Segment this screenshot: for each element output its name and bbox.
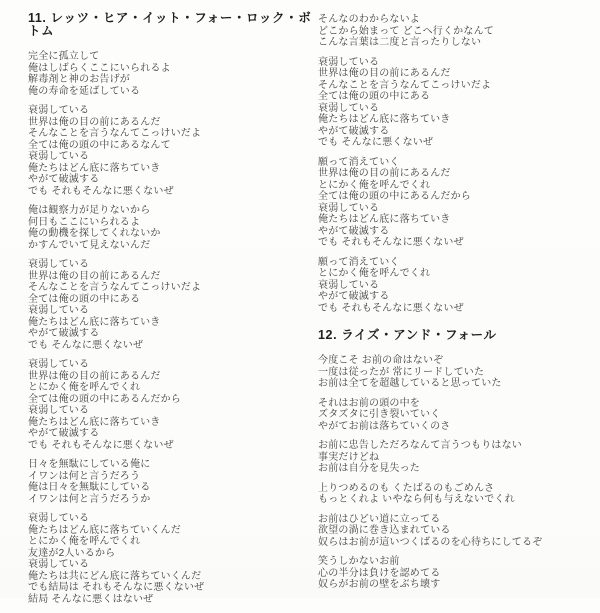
- lyric-line: 全ては俺の頭の中にあるんだから: [318, 191, 471, 202]
- lyric-line: かすんでいて見えないんだ: [28, 239, 151, 251]
- lyric-line: 俺はしばらくここにいられるよ: [28, 62, 171, 74]
- lyric-line: そんなことを言うなんてこっけいだよ: [28, 128, 202, 139]
- lyric-line: 俺は観察力が足りないから: [28, 205, 151, 216]
- lyric-line: お前は自分を見失った: [318, 463, 420, 474]
- song-11-title: 11. レッツ・ヒア・イット・フォー・ロック・ボトム: [28, 11, 312, 38]
- lyric-line: 俺たちはどん底に落ちていき: [28, 416, 161, 428]
- stanza: [28, 513, 314, 605]
- lyric-line: でも結局は それもそんなに悪くないぜ: [28, 582, 205, 593]
- song-12-title: 12. ライズ・アンド・フォール: [318, 328, 497, 342]
- stanza: [318, 14, 594, 49]
- lyric-line: 願って消えていく: [318, 256, 400, 268]
- lyric-line: 全ては俺の頭の中にある: [28, 293, 141, 305]
- lyric-line: 衰弱している: [318, 202, 380, 214]
- lyric-line: 日々を無駄にしている俺に: [28, 459, 151, 470]
- lyric-line: 俺たちは共にどん底に落ちていくんだ: [28, 570, 202, 582]
- lyric-line: 解毒剤と神のお告げが: [28, 74, 130, 85]
- lyric-line: 欲望の渦に巻き込まれている: [318, 525, 451, 536]
- lyric-line: 衰弱している: [28, 559, 90, 570]
- lyric-line: 衰弱している: [318, 56, 380, 68]
- lyric-line: 俺たちはどん底に落ちていき: [28, 316, 161, 328]
- lyric-line: とにかく俺を呼んでくれ: [28, 382, 141, 393]
- lyric-line: 衰弱している: [28, 305, 90, 316]
- lyric-line: でも そんなに悪くないぜ: [318, 137, 434, 148]
- lyric-line: でも それもそんなに悪くないぜ: [28, 185, 174, 197]
- lyric-line: 衰弱している: [28, 105, 90, 116]
- left-column: [28, 12, 314, 613]
- lyric-line: イワンは何と言うだろうか: [28, 493, 151, 505]
- lyric-line: 世界は俺の目の前にあるんだ: [318, 168, 451, 179]
- lyric-line: ズタズタに引き裂いていく: [318, 409, 441, 420]
- lyric-line: とにかく俺を呼んでくれ: [318, 179, 431, 191]
- song-12-lyrics: [318, 355, 594, 591]
- lyric-line: 世界は俺の目の前にあるんだ: [318, 68, 451, 79]
- stanza: [28, 51, 314, 97]
- lyric-line: 友達が2人いるから: [28, 547, 116, 559]
- lyric-line: 今度こそ お前の命はないぞ: [318, 355, 444, 366]
- stanza: [318, 398, 594, 433]
- lyric-line: それはお前の頭の中を: [318, 397, 420, 409]
- lyric-line: 完全に孤立して: [28, 51, 100, 62]
- lyric-line: でも それもそんなに悪くないぜ: [318, 302, 464, 314]
- lyric-line: 奴らはお前が這いつくばるのを心待ちにしてるぞ: [318, 536, 543, 548]
- lyric-line: お前に忠告しただろなんて言うつもりはない: [318, 440, 522, 451]
- lyric-line: 衰弱している: [318, 102, 380, 114]
- lyric-line: でも それもそんなに悪くないぜ: [318, 237, 464, 248]
- lyric-line: そんなことを言うなんてこっけいだよ: [28, 282, 202, 293]
- lyric-line: お前はひどい道に立ってる: [318, 513, 441, 525]
- stanza: [28, 259, 314, 351]
- lyric-line: 全ては俺の頭の中にあるなんて: [28, 139, 171, 151]
- lyric-line: やがて破滅する: [28, 328, 100, 339]
- lyric-line: 俺の動機を探してくれないか: [28, 228, 161, 239]
- stanza: [28, 205, 314, 251]
- lyric-line: やがて破滅する: [318, 225, 390, 237]
- right-column: [318, 14, 594, 599]
- lyric-line: イワンは何と言うだろう: [28, 470, 141, 482]
- lyric-line: やがて破滅する: [318, 291, 390, 302]
- lyric-line: とにかく俺を呼んでくれ: [28, 536, 141, 547]
- stanza: [318, 157, 594, 249]
- song-11-lyrics-right: [318, 14, 594, 314]
- stanza: [318, 556, 594, 591]
- lyric-line: 衰弱している: [28, 259, 90, 270]
- lyric-line: 衰弱している: [28, 513, 90, 524]
- lyric-line: 全ては俺の頭の中にある: [318, 91, 431, 102]
- stanza: [318, 440, 594, 475]
- lyric-line: 俺の寿命を延ばしている: [28, 85, 141, 97]
- lyric-line: 全ては俺の頭の中にあるんだから: [28, 393, 181, 405]
- lyric-line: 上りつめるのも くたばるのもごめんさ: [318, 482, 495, 494]
- lyric-line: やがて破滅する: [318, 125, 390, 137]
- lyric-line: 心の半分は負けを認めてる: [318, 567, 441, 579]
- lyric-line: どこから始まって どこへ行くかなんて: [318, 25, 494, 37]
- stanza: [318, 514, 594, 549]
- lyric-line: そんなのわからないよ: [318, 14, 420, 25]
- lyric-line: やがて破滅する: [28, 428, 100, 439]
- lyric-line: 世界は俺の目の前にあるんだ: [28, 270, 161, 282]
- lyric-line: 俺たちはどん底に落ちていくんだ: [28, 524, 181, 536]
- stanza: [28, 459, 314, 505]
- lyric-line: やがて破滅する: [28, 174, 100, 185]
- lyric-line: 衰弱している: [28, 151, 90, 162]
- lyric-line: 俺たちはどん底に落ちていき: [28, 162, 161, 174]
- lyric-line: 俺は日々を無駄にしている: [28, 482, 151, 493]
- lyric-line: そんなことを言うなんてこっけいだよ: [318, 79, 492, 91]
- stanza: [318, 483, 594, 506]
- lyric-line: とにかく俺を呼んでくれ: [318, 268, 431, 279]
- lyric-line: でも それもそんなに悪くないぜ: [28, 439, 174, 451]
- lyric-line: 結局 そんなに悪くはないぜ: [28, 593, 154, 605]
- lyric-line: 衰弱している: [28, 405, 90, 416]
- lyric-line: 事実だけどね: [318, 451, 380, 463]
- stanza: [28, 105, 314, 197]
- stanza: [318, 57, 594, 149]
- lyric-line: 衰弱している: [28, 359, 90, 370]
- lyric-line: 一度は従ったが 常にリードしていた: [318, 366, 485, 378]
- stanza: [318, 257, 594, 315]
- lyric-line: 願って消えていく: [318, 156, 400, 168]
- lyric-line: 奴らがお前の壁をぶち壊す: [318, 579, 441, 590]
- song-11-lyrics-left: [28, 51, 314, 605]
- lyric-line: やがてお前は落ちていくのさ: [318, 420, 451, 432]
- lyric-line: お前は全てを超越していると思っていた: [318, 378, 502, 389]
- stanza: [28, 359, 314, 451]
- lyric-line: 何日もここにいられるよ: [28, 216, 141, 228]
- lyric-line: でも そんなに悪くないぜ: [28, 339, 144, 351]
- lyric-line: 世界は俺の目の前にあるんだ: [28, 116, 161, 128]
- lyric-line: 笑うしかないお前: [318, 556, 400, 567]
- stanza: [318, 355, 594, 390]
- lyric-line: こんな言葉は二度と言ったりしない: [318, 37, 482, 48]
- lyric-line: 世界は俺の目の前にあるんだ: [28, 370, 161, 382]
- lyric-line: もっとくれよ いやなら何も与えないでくれ: [318, 494, 515, 505]
- lyric-line: 衰弱している: [318, 279, 380, 291]
- lyric-line: 俺たちはどん底に落ちていき: [318, 214, 451, 225]
- lyric-line: 俺たちはどん底に落ちていき: [318, 114, 451, 125]
